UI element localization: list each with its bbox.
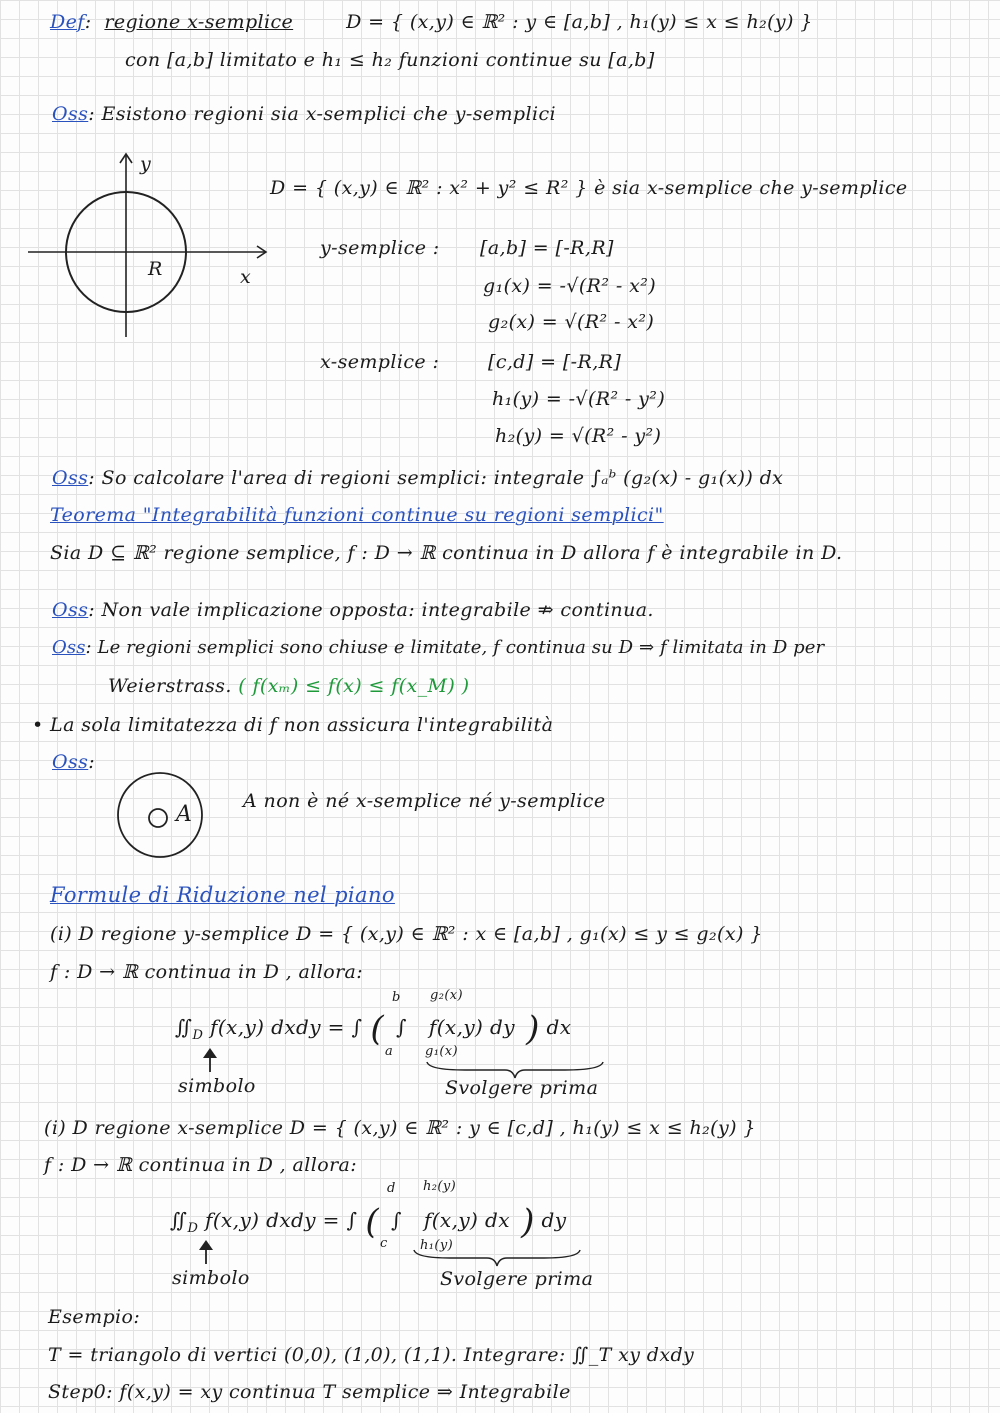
oss5-text: A non è né x-semplice né y-semplice	[243, 790, 606, 812]
def-set: D = { (x,y) ∈ ℝ² : y ∈ [a,b] , h₁(y) ≤ x ≤ h₂(y) }	[346, 11, 813, 33]
case1-head: (i) D regione y-semplice D = { (x,y) ∈ ℝ² : x ∈ [a,b] , g₁(x) ≤ y ≤ g₂(x) }	[50, 923, 763, 945]
oss3-text: Non vale implicazione opposta: integrabile ⇏ continua.	[101, 599, 654, 621]
teorema-body: Sia D ⊆ ℝ² regione semplice, f : D → ℝ continua in D allora f è integrabile in D.	[50, 542, 843, 564]
esempio-label: Esempio:	[48, 1306, 141, 1328]
oss4-line-2	[108, 674, 469, 698]
case1-inner-upper: g₂(x)	[430, 988, 464, 1003]
case2-outer-lower: c	[380, 1236, 388, 1251]
def-label: Def	[50, 11, 85, 33]
axis-x-label: x	[240, 266, 252, 288]
x-simple-line-3: h₂(y) = √(R² - y²)	[495, 425, 662, 447]
y-simple-line-1: [a,b] = [-R,R]	[480, 237, 614, 259]
circle-set: D = { (x,y) ∈ ℝ² : x² + y² ≤ R² } è sia x-semplice che y-semplice	[270, 177, 908, 199]
oss3-label: Oss	[52, 599, 89, 621]
annulus-diagram	[115, 768, 215, 868]
oss2-label: Oss	[52, 467, 89, 489]
x-simple-line-2: h₁(y) = -√(R² - y²)	[492, 388, 666, 410]
case2-inner-lower: h₁(y)	[420, 1238, 454, 1253]
y-simple-line-2: g₁(x) = -√(R² - x²)	[483, 275, 657, 297]
oss4-text-2: Weierstrass.	[108, 675, 232, 697]
oss4-label: Oss	[52, 637, 86, 658]
y-simple-line-3: g₂(x) = √(R² - x²)	[488, 311, 655, 333]
case2-symbol: simbolo	[172, 1267, 250, 1289]
oss1-line: Oss: Esistono regioni sia x-semplici che y-semplici	[52, 103, 556, 125]
case1-outer-lower: a	[385, 1044, 394, 1059]
oss1-text: Esistono regioni sia x-semplici che y-semplici	[101, 103, 556, 125]
oss4-text: Le regioni semplici sono chiuse e limitate, f continua su D ⇒ f limitata in D per	[97, 637, 825, 658]
case2-formula: $∬_D$ f(x,y) dxdy = ∫ ( ∫ f(x,y) dx ) dy	[170, 1202, 567, 1242]
def-term: regione x-semplice	[104, 11, 294, 33]
case1-arrow	[200, 1046, 220, 1076]
esempio-line-2: Step0: f(x,y) = xy continua T semplice ⇒ Integrabile	[48, 1381, 571, 1403]
case1-symbol: simbolo	[178, 1075, 256, 1097]
case2-cont: f : D → ℝ continua in D , allora:	[44, 1154, 358, 1176]
weierstrass-bound: ( f(xₘ) ≤ f(x) ≤ f(x_M) )	[238, 675, 470, 697]
def-line: Def: regione x-semplice D = { (x,y) ∈ ℝ² : y ∈ [a,b] , h₁(y) ≤ x ≤ h₂(y) }	[50, 11, 813, 33]
teorema-title: Teorema "Integrabilità funzioni continue su regioni semplici"	[50, 504, 664, 526]
case1-outer-upper: b	[392, 990, 401, 1005]
formule-title: Formule di Riduzione nel piano	[50, 883, 395, 907]
case2-outer-upper: d	[387, 1181, 396, 1196]
case2-inner-upper: h₂(y)	[423, 1179, 457, 1194]
case2-head: (i) D regione x-semplice D = { (x,y) ∈ ℝ² : y ∈ [c,d] , h₁(y) ≤ x ≤ h₂(y) }	[44, 1117, 756, 1139]
case2-arrow	[196, 1238, 216, 1268]
radius-label: R	[148, 258, 163, 280]
case1-note: Svolgere prima	[445, 1077, 599, 1099]
bullet-limitatezza: • La sola limitatezza di f non assicura l'integrabilità	[32, 714, 554, 736]
case2-note: Svolgere prima	[440, 1268, 594, 1290]
oss2-text: So calcolare l'area di regioni semplici: integrale ∫ₐᵇ (g₂(x) - g₁(x)) dx	[101, 467, 784, 489]
case1-inner-lower: g₁(x)	[425, 1044, 459, 1059]
case1-cont: f : D → ℝ continua in D , allora:	[50, 961, 364, 983]
annulus-label: A	[176, 802, 193, 827]
axis-y-label: y	[140, 153, 152, 175]
case2-brace	[412, 1248, 582, 1268]
oss5-line: Oss:	[52, 751, 96, 773]
oss4-line: Oss: Le regioni semplici sono chiuse e limitate, f continua su D ⇒ f limitata in D per	[52, 637, 825, 658]
oss2-line: Oss: So calcolare l'area di regioni semplici: integrale ∫ₐᵇ (g₂(x) - g₁(x)) dx	[52, 467, 784, 489]
oss3-line: Oss: Non vale implicazione opposta: integrabile ⇏ continua.	[52, 599, 654, 621]
case1-formula: $∬_D$ f(x,y) dxdy = ∫ ( ∫ f(x,y) dy ) dx	[175, 1009, 572, 1049]
oss1-label: Oss	[52, 103, 89, 125]
def-condition: con [a,b] limitato e h₁ ≤ h₂ funzioni continue su [a,b]	[125, 49, 655, 71]
oss5-label: Oss	[52, 751, 89, 773]
x-simple-label: x-semplice :	[320, 351, 440, 373]
x-simple-line-1: [c,d] = [-R,R]	[488, 351, 622, 373]
y-simple-label: y-semplice :	[320, 237, 440, 259]
esempio-line-1: T = triangolo di vertici (0,0), (1,0), (1,1). Integrare: ∬_T xy dxdy	[48, 1344, 695, 1366]
